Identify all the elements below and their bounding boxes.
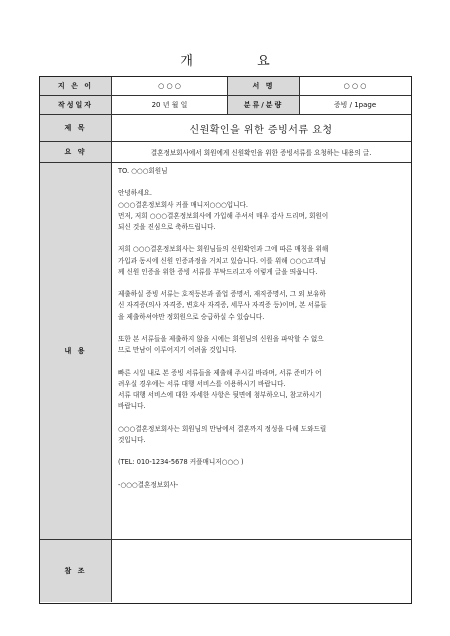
content-line: -○○○결혼정보회사- — [118, 480, 179, 489]
content-line: 서류 대행 서비스에 대한 자세한 사항은 뒷면에 첨부하오니, 참고하시기 — [118, 390, 322, 399]
content-line: 을 제출하셔야만 정회원으로 승급하실 수 있습니다. — [118, 312, 265, 321]
content-line: 께 신원 인증을 위한 증빙 서류를 부탁드리고자 이렇게 글을 띄웁니다. — [118, 267, 318, 276]
content-line: 것입니다. — [118, 435, 146, 444]
content-line: 바랍니다. — [118, 402, 146, 411]
content-line: ○○○결혼정보회사 커플 매니저○○○입니다. — [118, 200, 248, 209]
content-line: 려우실 경우에는 서류 대행 서비스를 이용하시기 바랍니다. — [118, 379, 286, 388]
summary-value: 결혼정보회사에서 회원에게 신원확인을 위한 증빙서류를 요청하는 내용의 글. — [150, 149, 372, 157]
overview-form — [39, 76, 412, 604]
content-blank-line — [118, 177, 403, 188]
content-line: 또한 본 서류들을 제출하지 않을 시에는 회원님의 신원을 파악할 수 없으 — [118, 334, 324, 343]
content-line: 제출하실 증빙 서류는 호적등본과 졸업 증명서, 재직증명서, 그 외 보유하 — [118, 290, 326, 299]
content-blank-line — [118, 278, 403, 289]
subject-label: 제 목 — [40, 115, 112, 141]
content-blank-line — [118, 356, 403, 367]
content-line: 빠른 시일 내로 본 증빙 서류들을 제출해 주시길 바라며, 서류 준비가 어 — [118, 368, 322, 377]
date-label: 작성일자 — [40, 96, 112, 114]
signature-value: ○ ○ ○ — [343, 82, 367, 90]
category-label: 분류/분량 — [227, 96, 300, 114]
content-blank-line — [118, 323, 403, 334]
author-row — [40, 77, 411, 96]
date-row — [40, 96, 411, 115]
document-title: 개 요 — [180, 54, 300, 69]
content-blank-line — [118, 446, 403, 457]
content-body — [112, 163, 409, 491]
content-line: 가입과 동시에 신원 인증과정을 거치고 있습니다. 이를 위해 ○○○고객님 — [118, 256, 327, 265]
reference-value — [112, 540, 410, 602]
content-line: (TEL: 010-1234-5678 커플매니저○○○ ) — [118, 458, 244, 467]
content-line: 저희 ○○○결혼정보회사는 회원님들의 신원확인과 그에 따른 매칭을 위해 — [118, 245, 329, 254]
signature-label: 서 명 — [227, 77, 300, 95]
content-blank-line — [118, 412, 403, 423]
content-line: 신 자격증(의사 자격증, 변호사 자격증, 세무사 자격증 등)이며, 본 서류들 — [118, 301, 327, 310]
content-label: 내 용 — [40, 163, 112, 539]
category-value: 증빙 / 1page — [333, 101, 377, 109]
content-line: 므로 만남이 이루어지기 어려울 것입니다. — [118, 346, 237, 355]
content-line: TO. ○○○회원님 — [118, 167, 168, 175]
content-line: 먼저, 저희 ○○○결혼정보회사에 가입해 주셔서 매우 감사 드리며, 회원이 — [118, 211, 329, 220]
content-line: 안녕하세요. — [118, 189, 152, 198]
content-line: 되신 것을 진심으로 축하드립니다. — [118, 223, 216, 231]
content-row — [40, 163, 411, 540]
summary-label: 요 약 — [40, 142, 112, 162]
content-line: ○○○결혼정보회사는 회원님의 만남에서 결혼까지 정성을 다해 도와드릴 — [118, 424, 327, 433]
author-value: ○ ○ ○ — [158, 82, 181, 90]
date-value: 20 년 월 일 — [151, 101, 188, 109]
subject-row — [40, 115, 411, 142]
reference-label: 참 조 — [40, 540, 112, 602]
summary-row — [40, 142, 411, 163]
author-label: 지 은 이 — [40, 77, 112, 95]
content-blank-line — [118, 468, 403, 479]
subject-value: 신원확인을 위한 증빙서류 요청 — [189, 124, 333, 136]
reference-row — [40, 540, 411, 602]
content-blank-line — [118, 233, 403, 244]
